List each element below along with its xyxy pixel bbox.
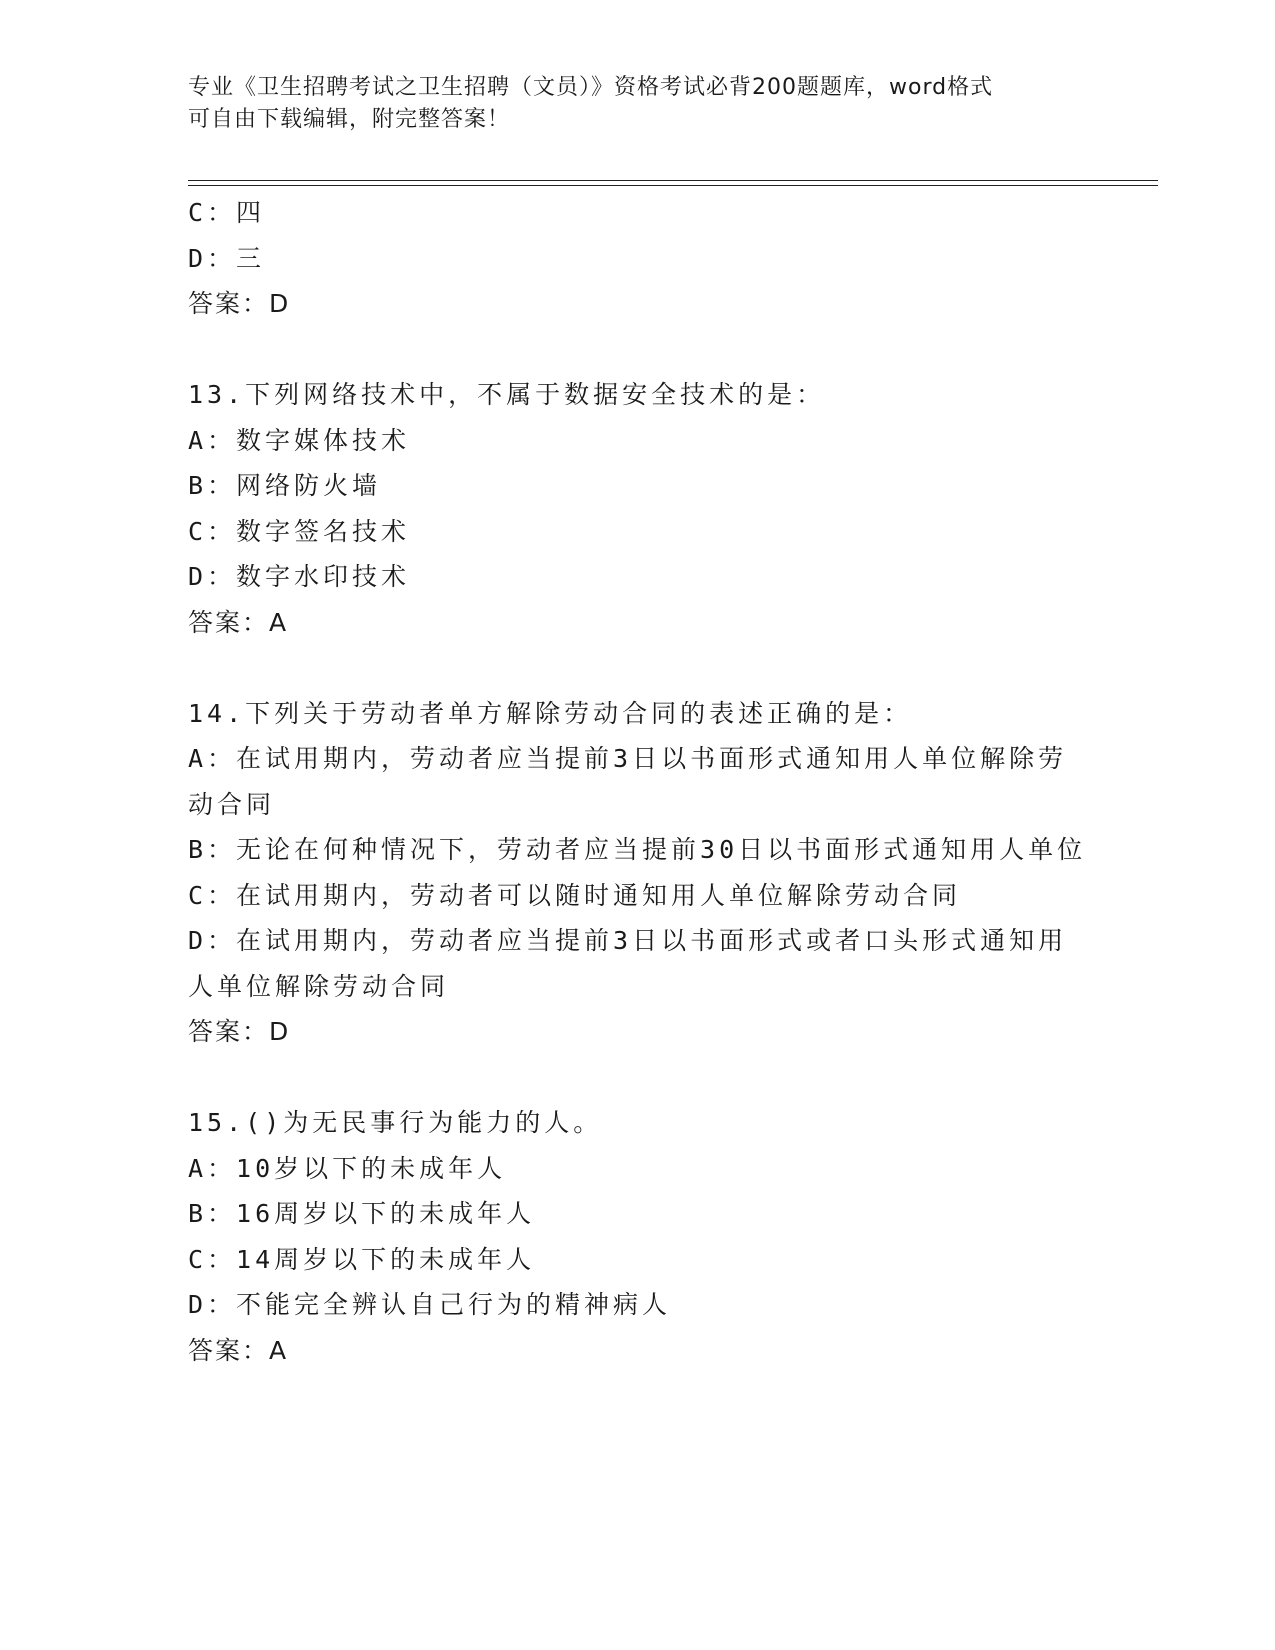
option-d: D：在试用期内，劳动者应当提前3日以书面形式或者口头形式通知用人单位解除劳动合同 <box>188 926 1068 1001</box>
spacer <box>188 327 1088 373</box>
question-block-13 <box>188 372 1088 645</box>
spacer <box>188 1055 1088 1101</box>
answer-line: 答案：A <box>188 1335 289 1365</box>
document-header <box>188 72 1088 136</box>
option-c: C：14周岁以下的未成年人 <box>188 1244 536 1274</box>
answer-line: 答案：D <box>188 1017 291 1046</box>
answer-line: 答案：D <box>188 289 291 318</box>
question-block-14 <box>188 691 1088 1055</box>
option-c: C：数字签名技术 <box>188 516 411 546</box>
question-stem: 14.下列关于劳动者单方解除劳动合同的表述正确的是： <box>188 698 913 728</box>
option-d: D：数字水印技术 <box>188 562 411 591</box>
question-content <box>188 190 1088 1373</box>
option-c: C：在试用期内，劳动者可以随时通知用人单位解除劳动合同 <box>188 880 962 910</box>
option-a: A：数字媒体技术 <box>188 425 411 455</box>
header-line-1: 专业《卫生招聘考试之卫生招聘（文员）》资格考试必背200题题库，word格式 <box>188 75 994 100</box>
header-divider-top <box>188 180 1158 181</box>
question-stem: 15.()为无民事行为能力的人。 <box>188 1108 603 1137</box>
option-d: D：三 <box>188 243 266 273</box>
option-b: B：网络防火墙 <box>188 471 382 500</box>
header-line-2: 可自由下载编辑，附完整答案！ <box>188 107 511 132</box>
header-divider-bottom <box>188 185 1158 186</box>
option-c: C：四 <box>188 198 266 227</box>
option-a: A：10岁以下的未成年人 <box>188 1153 507 1183</box>
question-stem: 13.下列网络技术中，不属于数据安全技术的是： <box>188 380 826 409</box>
answer-line: 答案：A <box>188 607 289 637</box>
spacer <box>188 645 1088 691</box>
option-b: B：16周岁以下的未成年人 <box>188 1199 536 1228</box>
question-block-15 <box>188 1100 1088 1373</box>
option-a: A：在试用期内，劳动者应当提前3日以书面形式通知用人单位解除劳动合同 <box>188 744 1068 819</box>
option-d: D：不能完全辨认自己行为的精神病人 <box>188 1290 672 1319</box>
option-b: B：无论在何种情况下，劳动者应当提前30日以书面形式通知用人单位 <box>188 835 1087 864</box>
